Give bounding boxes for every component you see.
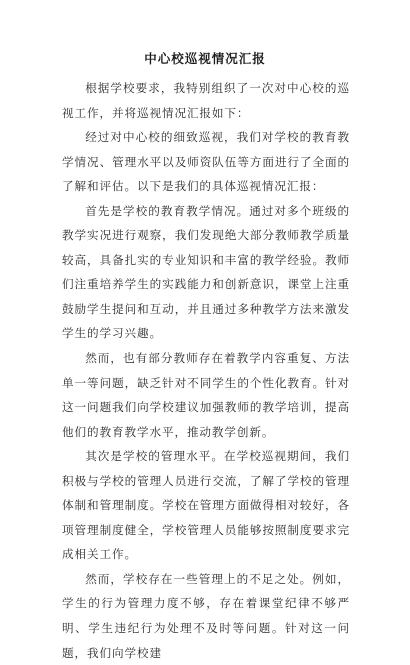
paragraph-intro: 根据学校要求，我特别组织了一次对中心校的巡视工作，并将巡视情况汇报如下： xyxy=(62,81,350,120)
paragraph-overview: 经过对中心校的细致巡视，我们对学校的教育教学情况、管理水平以及师资队伍等方面进行了全面的了解和评估。以下是我们的具体巡视情况汇报： xyxy=(62,130,350,194)
paragraph-teaching: 首先是学校的教育教学情况。通过对多个班级的教学实况进行观察，我们发现绝大部分教师教学质量较高，具备扎实的专业知识和丰富的教学经验。教师们注重培养学生的实践能力和创新意识，课堂上注重鼓励学生提问和互动，并且通过多种教学方法来激发学生的学习兴趣。 xyxy=(62,203,350,341)
paragraph-management: 其次是学校的管理水平。在学校巡视期间，我们积极与学校的管理人员进行交流，了解了学校的管理体制和管理制度。学校在管理方面做得相对较好，各项管理制度健全，学校管理人员能够按照制度要求完成相关工作。 xyxy=(62,449,350,562)
document-body xyxy=(62,76,350,665)
paragraph-teaching-issues: 然而，也有部分教师存在着教学内容重复、方法单一等问题，缺乏针对不同学生的个性化教育。针对这一问题我们向学校建议加强教师的教学培训，提高他们的教育教学水平，推动教学创新。 xyxy=(62,351,350,439)
paragraph-management-issues: 然而，学校存在一些管理上的不足之处。例如，学生的行为管理力度不够，存在着课堂纪律不够严明、学生违纪行为处理不及时等问题。针对这一问题，我们向学校建 xyxy=(62,571,350,660)
document-title: 中心校巡视情况汇报 xyxy=(144,51,266,66)
